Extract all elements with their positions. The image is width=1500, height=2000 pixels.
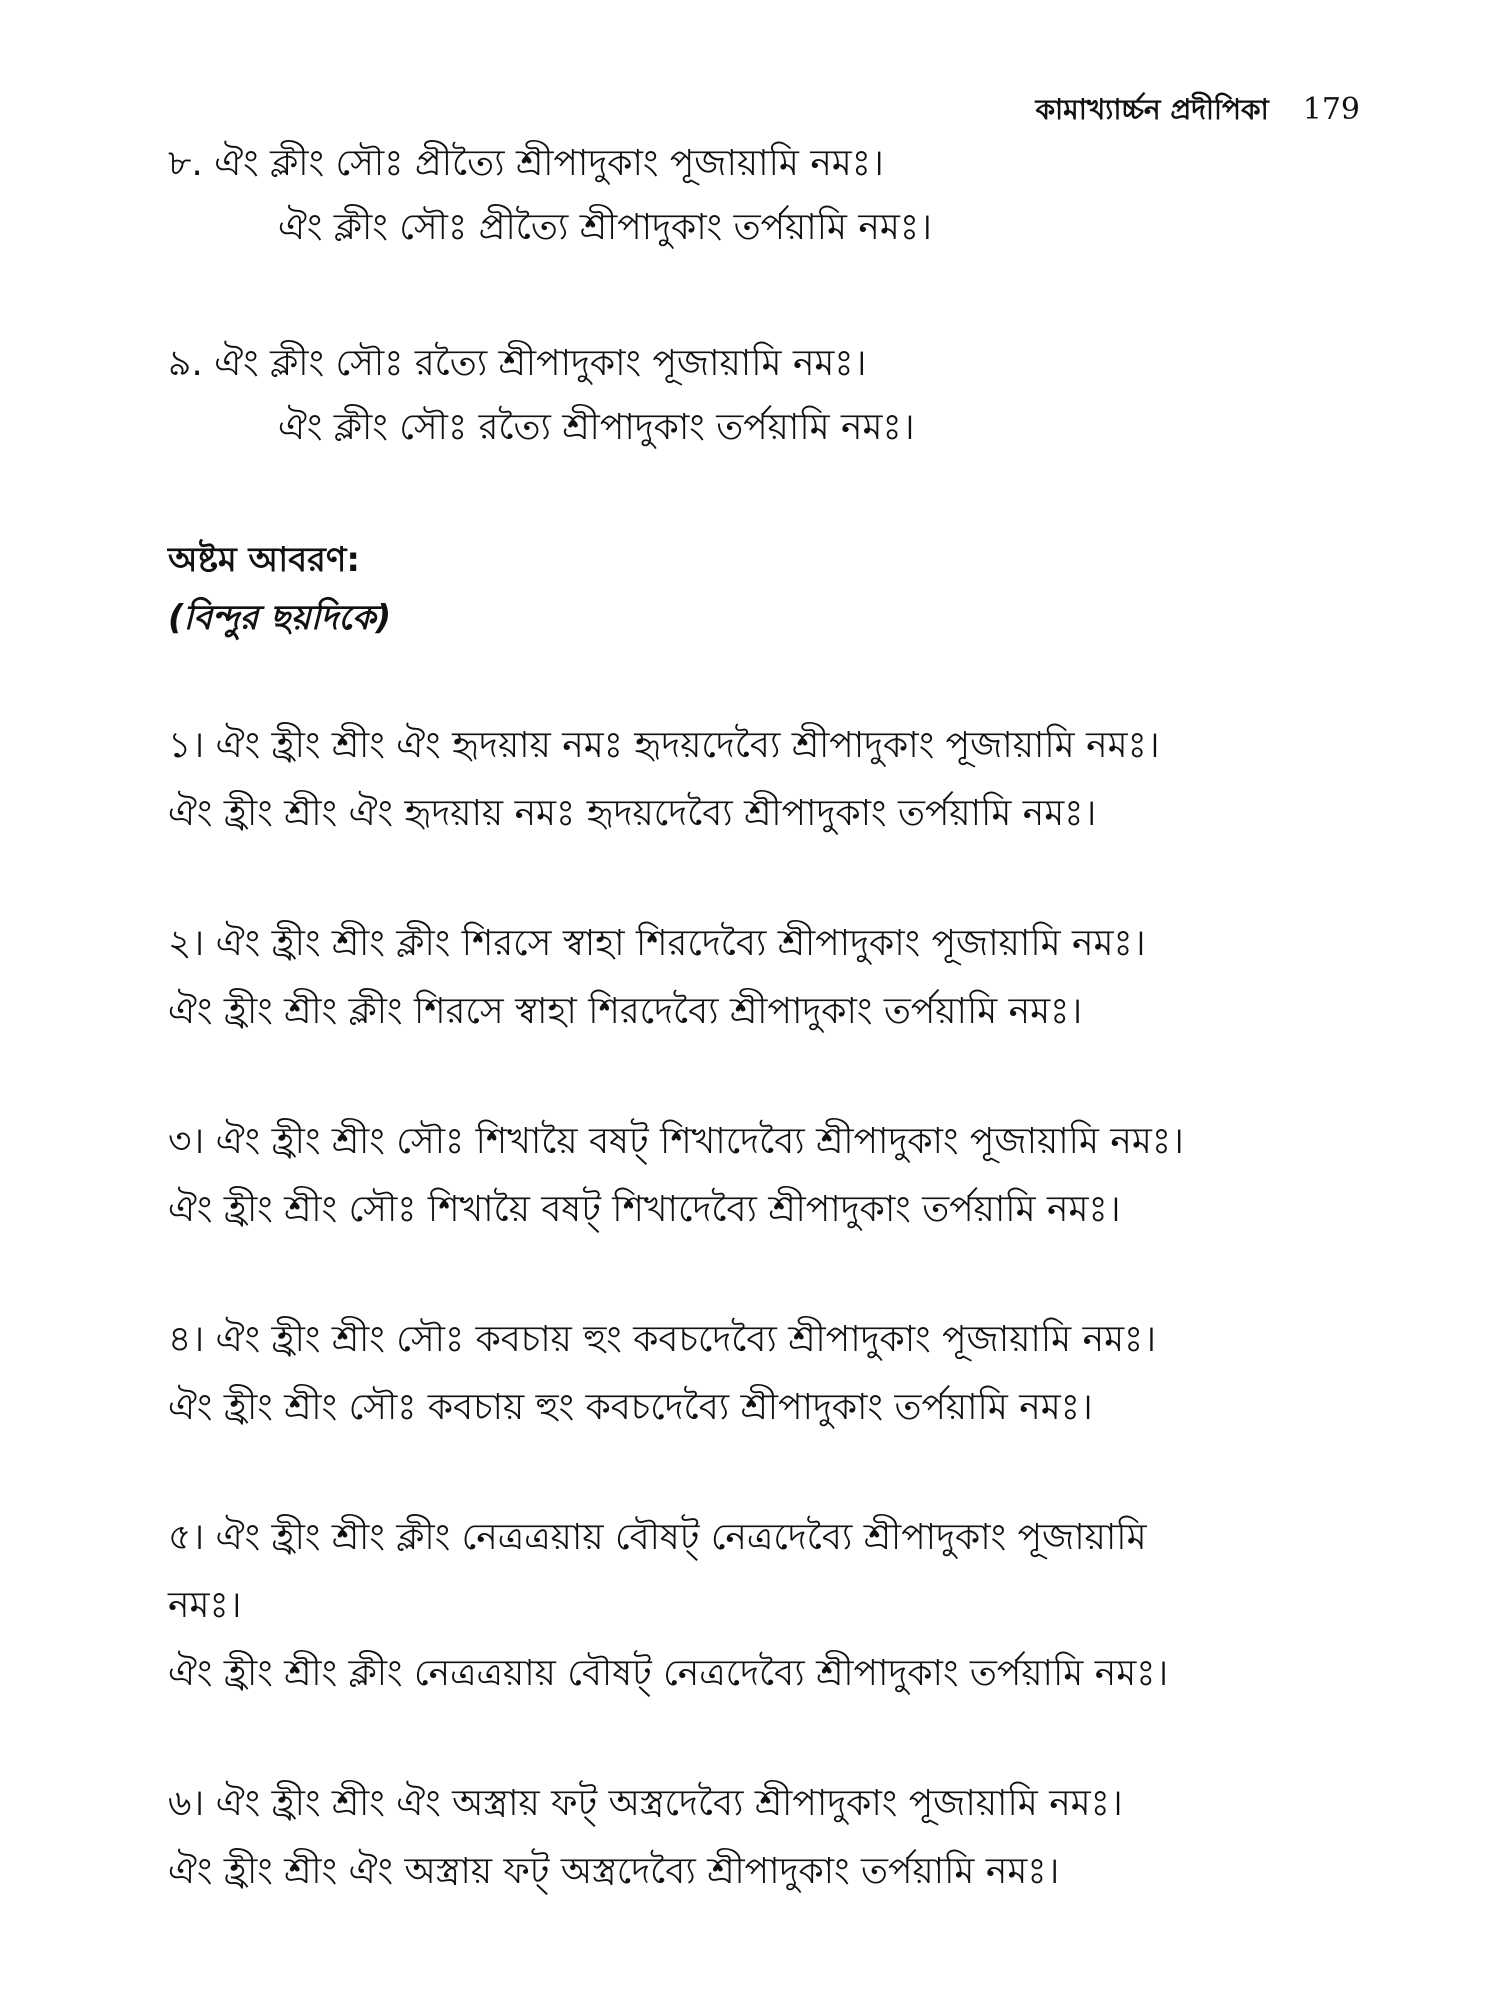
page-number: 179 xyxy=(1302,92,1360,127)
mantra-block xyxy=(168,712,1368,848)
section-heading: অষ্টম আবরণ: xyxy=(168,540,360,580)
mantra-line: ঐং হ্রীং শ্রীং ঐং হৃদয়ায় নমঃ হৃদয়দেব্যৈ শ্রীপাদুকাং তর্পয়ামি নমঃ। xyxy=(168,793,1097,834)
mantra-block xyxy=(168,910,1368,1046)
mantra-line: ঐং হ্রীং শ্রীং সৌঃ শিখায়ৈ বষট্ শিখাদেব্যৈ শ্রীপাদুকাং তর্পয়ামি নমঃ। xyxy=(168,1189,1121,1230)
mantra-block xyxy=(168,1108,1368,1244)
mantra-line: নমঃ। xyxy=(168,1585,242,1626)
mantra-line: ১। ঐং হ্রীং শ্রীং ঐং হৃদয়ায় নমঃ হৃদয়দেব্যৈ শ্রীপাদুকাং পূজায়ামি নমঃ। xyxy=(168,725,1160,766)
section-subheading: (বিন্দুর ছয়দিকে) xyxy=(168,598,392,638)
mantra-line: ঐং হ্রীং শ্রীং ক্লীং নেত্রত্রয়ায় বৌষট্ নেত্রদেব্যৈ শ্রীপাদুকাং তর্পয়ামি নমঃ। xyxy=(168,1653,1169,1694)
mantra-line: ঐং হ্রীং শ্রীং সৌঃ কবচায় হুং কবচদেব্যৈ শ্রীপাদুকাং তর্পয়ামি নমঃ। xyxy=(168,1387,1093,1428)
running-header-title: কামাখ্যার্চ্চন প্রদীপিকা xyxy=(1035,93,1269,126)
running-header xyxy=(1035,88,1360,135)
verse-line: ৯. ঐং ক্লীং সৌঃ রত্যৈ শ্রীপাদুকাং পূজায়ামি নমঃ। xyxy=(168,343,867,384)
verse-line: ঐং ক্লীং সৌঃ প্রীত্যৈ শ্রীপাদুকাং তর্পয়ামি নমঃ। xyxy=(278,207,932,248)
mantra-line: ঐং হ্রীং শ্রীং ক্লীং শিরসে স্বাহা শিরদেব্যৈ শ্রীপাদুকাং তর্পয়ামি নমঃ। xyxy=(168,991,1083,1032)
mantra-line: ৩। ঐং হ্রীং শ্রীং সৌঃ শিখায়ৈ বষট্ শিখাদেব্যৈ শ্রীপাদুকাং পূজায়ামি নমঃ। xyxy=(168,1121,1184,1162)
mantra-line: ২। ঐং হ্রীং শ্রীং ক্লীং শিরসে স্বাহা শিরদেব্যৈ শ্রীপাদুকাং পূজায়ামি নমঃ। xyxy=(168,923,1146,964)
mantra-line: ৬। ঐং হ্রীং শ্রীং ঐং অস্ত্রায় ফট্ অস্ত্রদেব্যৈ শ্রীপাদুকাং পূজায়ামি নমঃ। xyxy=(168,1783,1123,1824)
verse-line: ঐং ক্লীং সৌঃ রত্যৈ শ্রীপাদুকাং তর্পয়ামি নমঃ। xyxy=(278,407,915,448)
verse-line: ৮. ঐং ক্লীং সৌঃ প্রীত্যৈ শ্রীপাদুকাং পূজায়ামি নমঃ। xyxy=(168,143,884,184)
page-body xyxy=(168,132,1368,1968)
mantra-block xyxy=(168,1306,1368,1442)
verse-block xyxy=(168,332,1368,460)
mantra-line: ৫। ঐং হ্রীং শ্রীং ক্লীং নেত্রত্রয়ায় বৌষট্ নেত্রদেব্যৈ শ্রীপাদুকাং পূজায়ামি xyxy=(168,1517,1147,1558)
mantra-line: ঐং হ্রীং শ্রীং ঐং অস্ত্রায় ফট্ অস্ত্রদেব্যৈ শ্রীপাদুকাং তর্পয়ামি নমঃ। xyxy=(168,1851,1060,1892)
verse-block xyxy=(168,132,1368,260)
mantra-block xyxy=(168,1504,1368,1708)
mantra-block xyxy=(168,1770,1368,1906)
mantra-line: ৪। ঐং হ্রীং শ্রীং সৌঃ কবচায় হুং কবচদেব্যৈ শ্রীপাদুকাং পূজায়ামি নমঃ। xyxy=(168,1319,1157,1360)
